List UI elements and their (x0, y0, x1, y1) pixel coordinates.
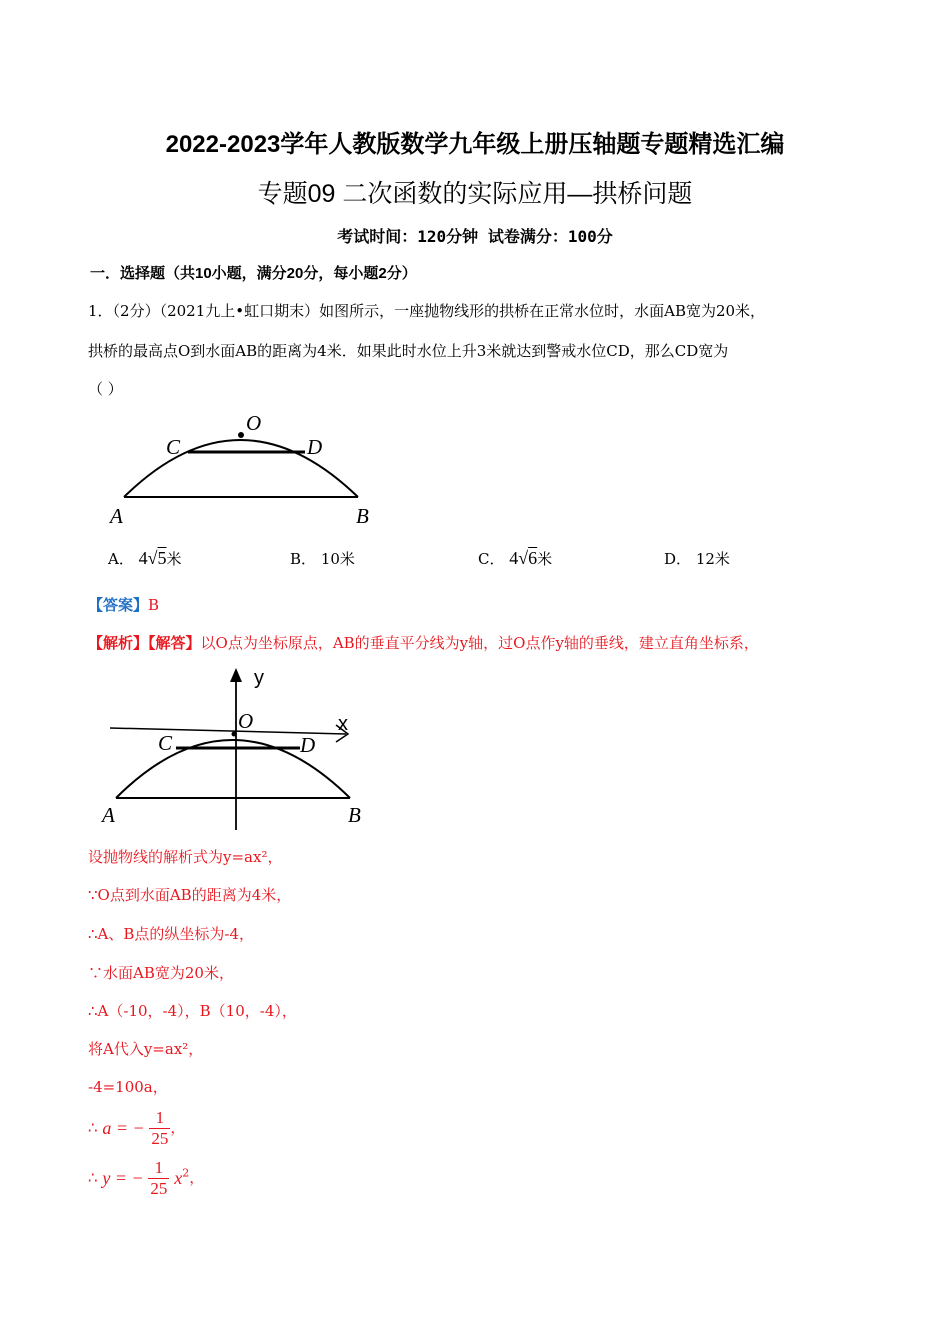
question-text-line2: 拱桥的最高点O到水面AB的距离为4米．如果此时水位上升3米就达到警戒水位CD，那么CD宽为 (88, 342, 729, 360)
analysis-intro-line (88, 632, 759, 653)
step-a-equation: ∴ a = − $\frac{1}{25}$ ， (88, 1108, 186, 1148)
answer-line (88, 594, 159, 615)
document-title: 2022-2023学年人教版数学九年级上册压轴题专题精选汇编 (165, 131, 785, 158)
option-c[interactable] (478, 548, 552, 569)
fig2-label-c: C (158, 731, 173, 755)
option-a-letter: A． (108, 550, 134, 568)
step-7: -4=100a， (88, 1078, 168, 1096)
option-b-letter: B． (290, 550, 317, 568)
bridge-arch-figure (100, 408, 390, 533)
option-c-value: 4√6 (509, 548, 538, 568)
option-c-unit: 米 (537, 550, 553, 568)
option-c-letter: C． (478, 550, 505, 568)
step-6: 将A代入y=ax²， (88, 1040, 204, 1058)
answer-value: B (148, 596, 160, 614)
y-axis-label: y (254, 667, 264, 689)
step-1: 设抛物线的解析式为y=ax²， (88, 848, 283, 866)
step-y-equation: ∴ y = − $\frac{1}{25}$ $x^2$， (88, 1158, 205, 1198)
label-b: B (356, 504, 369, 528)
fig2-label-a: A (102, 803, 115, 827)
analysis-tag: 【解析】【解答】 (88, 634, 201, 652)
label-d: D (307, 435, 323, 459)
label-a: A (110, 504, 123, 528)
label-o: O (246, 411, 262, 435)
option-b[interactable] (290, 548, 355, 569)
step-4: ∵水面AB宽为20米， (88, 964, 234, 982)
analysis-intro: 以O点为坐标原点，AB的垂直平分线为y轴，过O点作y轴的垂线，建立直角坐标系， (200, 634, 759, 652)
fig2-label-o: O (238, 709, 254, 733)
option-d-letter: D． (664, 550, 692, 568)
question-text-line1: 1．（2分）（2021九上•虹口期末）如图所示，一座抛物线形的拱桥在正常水位时，水面AB宽为20米， (88, 302, 766, 320)
section-heading: 一．选择题（共10小题，满分20分，每小题2分） (90, 265, 417, 282)
question-text-line3: （ ） (88, 380, 123, 398)
option-a-value: 4√5 (138, 548, 167, 568)
option-d-value: 12米 (695, 550, 730, 568)
answer-tag: 【答案】 (88, 596, 149, 614)
exam-info: 考试时间：120分钟 试卷满分：100分 (337, 227, 613, 246)
coordinate-figure (96, 662, 366, 834)
step-3: ∴A、B点的纵坐标为-4， (88, 925, 255, 943)
fig2-label-d: D (300, 733, 316, 757)
option-a-unit: 米 (166, 550, 182, 568)
fig2-label-b: B (348, 803, 361, 827)
x-axis-label: x (338, 713, 348, 735)
option-b-value: 10米 (320, 550, 355, 568)
label-c: C (166, 435, 181, 459)
option-d[interactable] (664, 548, 730, 569)
document-subtitle: 专题09 二次函数的实际应用—拱桥问题 (257, 180, 693, 208)
step-5: ∴A（-10，-4），B（10，-4）， (88, 1002, 297, 1020)
step-2: ∵O点到水面AB的距离为4米， (88, 886, 292, 904)
option-a[interactable] (108, 548, 182, 569)
